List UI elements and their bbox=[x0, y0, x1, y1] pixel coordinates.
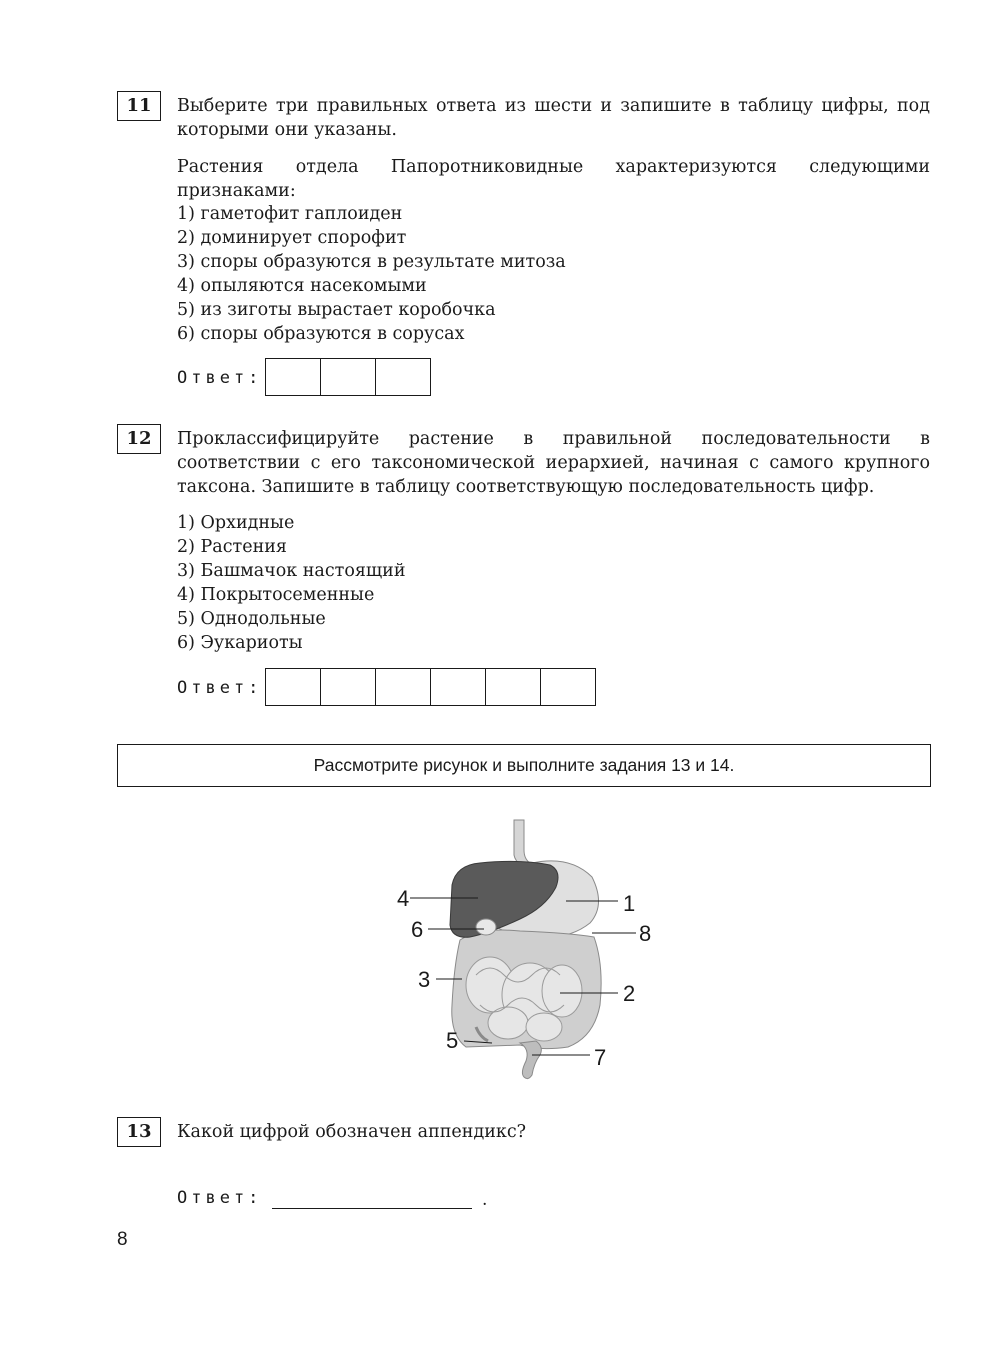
figure-label-1: 1 bbox=[623, 891, 636, 916]
figure-label-8: 8 bbox=[639, 921, 652, 946]
figure-label-3: 3 bbox=[418, 967, 431, 992]
answer-cell[interactable] bbox=[320, 668, 376, 706]
task-13-answer-label: Ответ: bbox=[177, 1188, 263, 1208]
list-item: 4) Покрытосеменные bbox=[177, 585, 375, 605]
answer-cell[interactable] bbox=[320, 358, 376, 396]
list-item: 1) Орхидные bbox=[177, 513, 295, 533]
task-11-number: 11 bbox=[117, 91, 161, 121]
figure-label-7: 7 bbox=[594, 1045, 607, 1070]
task-13-answer-line[interactable] bbox=[272, 1208, 472, 1209]
list-item: 5) Однодольные bbox=[177, 609, 326, 629]
instruction-banner: Рассмотрите рисунок и выполните задания 13 и 14. bbox=[117, 744, 931, 787]
answer-cell[interactable] bbox=[375, 668, 431, 706]
list-item: 4) опыляются насекомыми bbox=[177, 276, 427, 296]
figure-label-5: 5 bbox=[446, 1028, 459, 1053]
task-12-number: 12 bbox=[117, 424, 161, 454]
list-item: 3) споры образуются в результате митоза bbox=[177, 252, 566, 272]
digestive-system-figure bbox=[380, 815, 670, 1085]
task-12-options bbox=[177, 511, 406, 655]
list-item: 3) Башмачок настоящий bbox=[177, 561, 406, 581]
answer-cell[interactable] bbox=[540, 668, 596, 706]
answer-period: . bbox=[482, 1190, 488, 1210]
answer-cell[interactable] bbox=[265, 358, 321, 396]
answer-cell[interactable] bbox=[265, 668, 321, 706]
list-item: 6) Эукариоты bbox=[177, 633, 303, 653]
task-12-answer-cells[interactable] bbox=[265, 668, 596, 706]
list-item: 5) из зиготы вырастает коробочка bbox=[177, 300, 496, 320]
figure-label-4: 4 bbox=[397, 886, 410, 911]
figure-label-2: 2 bbox=[623, 981, 636, 1006]
list-item: 1) гаметофит гаплоиден bbox=[177, 204, 403, 224]
task-12-answer-label: Ответ: bbox=[177, 678, 263, 698]
list-item: 2) доминирует спорофит bbox=[177, 228, 407, 248]
answer-cell[interactable] bbox=[430, 668, 486, 706]
task-13-question: Какой цифрой обозначен аппендикс? bbox=[177, 1122, 527, 1142]
gallbladder-shape bbox=[476, 919, 496, 935]
task-11-instruction: Выберите три правильных ответа из шести и запишите в таблицу цифры, под которыми они указаны. bbox=[177, 96, 930, 140]
answer-cell[interactable] bbox=[375, 358, 431, 396]
page-number: 8 bbox=[117, 1229, 128, 1250]
task-11-answer-cells[interactable] bbox=[265, 358, 431, 396]
task-12-instruction: Проклассифицируйте растение в правильной последовательности в соответствии с его таксономической иерархией, начиная с самого крупного таксона. Запишите в таблицу соответствующую последовательность цифр. bbox=[177, 429, 930, 497]
task-11-question: Растения отдела Папоротниковидные характеризуются следующими признаками: bbox=[177, 157, 930, 201]
answer-cell[interactable] bbox=[485, 668, 541, 706]
task-11-answer-label: Ответ: bbox=[177, 368, 263, 388]
rectum-shape bbox=[520, 1041, 541, 1079]
list-item: 2) Растения bbox=[177, 537, 287, 557]
task-11-options bbox=[177, 202, 566, 346]
list-item: 6) споры образуются в сорусах bbox=[177, 324, 465, 344]
task-13-number: 13 bbox=[117, 1117, 161, 1147]
figure-label-6: 6 bbox=[411, 917, 424, 942]
